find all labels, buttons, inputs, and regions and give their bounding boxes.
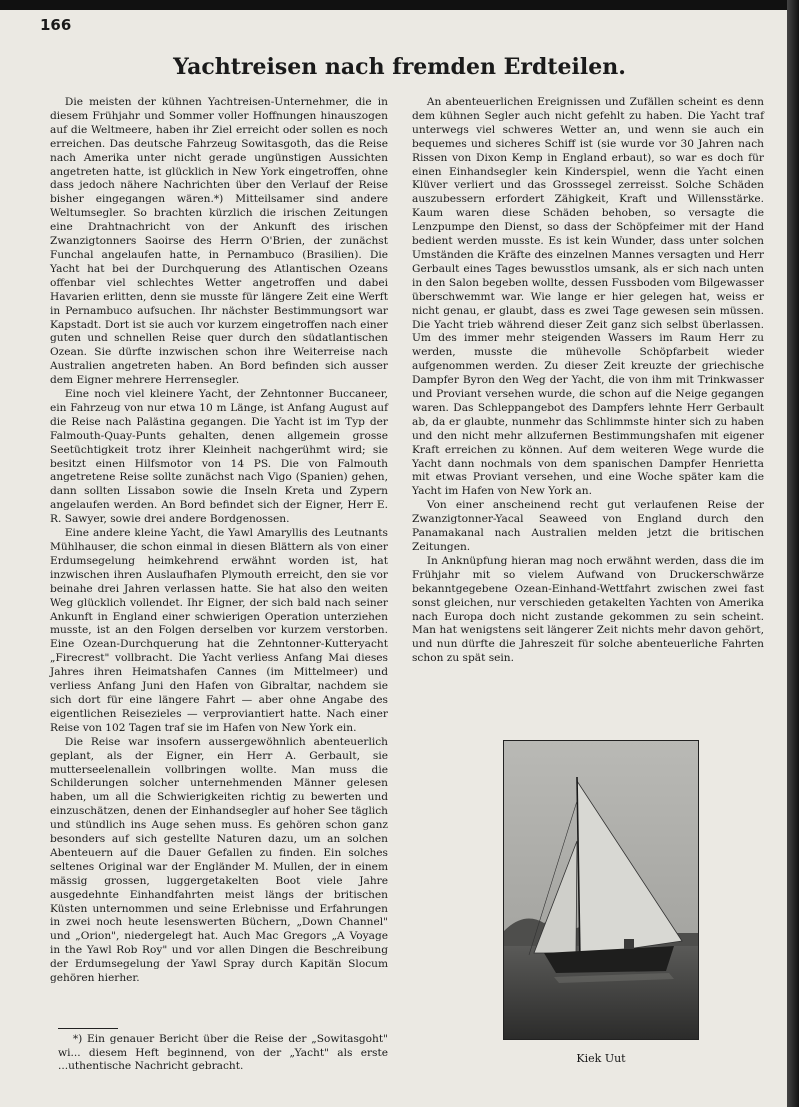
paragraph: Von einer anscheinend recht gut verlaufenen Reise der Zwanzigtonner-Yacal Seaweed von England durch den Panamakanal nach Australien melden jetzt die britischen Zeitungen. [412,499,764,553]
right-column [412,96,764,666]
left-column [50,96,388,986]
page-edge-right [787,0,799,1107]
footnote-text: *) Ein genauer Bericht über die Reise der „Sowitasgoht" wi... diesem Heft beginnend, von der „Yacht" als erste ...uthentische Nachricht gebracht. [58,1033,388,1072]
footnote-rule [58,1028,118,1029]
sailboat-illustration [504,741,698,1039]
paragraph: An abenteuerlichen Ereignissen und Zufällen scheint es denn dem kühnen Segler auch nicht gefehlt zu haben. Die Yacht traf unterwegs viel schweres Wetter an, und wenn sie auch ein bequemes und sicheres Schiff ist (sie wurde vor 30 Jahren nach Rissen von Dixon Kemp in England erbaut), so war es doch für einen Einhandsegler kein Kinderspiel, wenn die Yacht einen Klüver verliert und das Grosssegel zerreisst. Solche Schäden auszubessern erfordert Zähigkeit, Kraft und Willensstärke. Kaum waren diese Schäden behoben, so versagte die Lenzpumpe den Dienst, so dass der Schöpfeimer mit der Hand bedient werden musste. Es ist kein Wunder, dass unter solchen Umständen die Kräfte des einzelnen Mannes versagten und Herr Gerbault eines Tages bewusstlos umsank, als er sich nach unten in den Salon begeben wollte, dessen Fussboden vom Bilgewasser überschwemmt war. Wie lange er hier gelegen hat, weiss er nicht genau, er glaubt, dass es zwei Tage gewesen sein müssen. Die Yacht trieb während dieser Zeit ganz sich selbst überlassen. Um des immer mehr steigenden Wassers im Raum Herr zu werden, musste die mühevolle Schöpfarbeit wieder aufgenommen werden. Zu dieser Zeit kreuzte der griechische Dampfer Byron den Weg der Yacht, die von ihm mit Trinkwasser und Proviant versehen wurde, die schon auf die Neige gegangen waren. Das Schleppangebot des Dampfers lehnte Herr Gerbault ab, da er glaubte, nunmehr das Schlimmste hinter sich zu haben und den nicht mehr allzufernen Bestimmungshafen mit eigener Kraft erreichen zu können. Auf dem weiteren Wege wurde die Yacht dann nochmals von dem spanischen Dampfer Henrietta mit etwas Proviant versehen, und eine Woche später kam die Yacht im Hafen von New York an. [412,96,764,498]
paragraph: Eine noch viel kleinere Yacht, der Zehntonner Buccaneer, ein Fahrzeug von nur etwa 10 m Länge, ist Anfang August auf die Reise nach Palästina gegangen. Die Yacht ist im Typ der Falmouth-Quay-Punts gehalten, denen allgemein grosse Seetüchtigkeit trotz ihrer Kleinheit nachgerühmt wird; sie besitzt einen Hilfsmotor von 14 PS. Die von Falmouth angetretene Reise sollte zunächst nach Vigo (Spanien) gehen, dann sollten Lissabon sowie die Inseln Kreta und Zypern angelaufen werden. An Bord befindet sich der Eigner, Herr E. R. Sawyer, sowie drei andere Bordgenossen. [50,388,388,526]
paragraph: Die meisten der kühnen Yachtreisen-Unternehmer, die in diesem Frühjahr und Sommer voller Hoffnungen hinauszogen auf die Weltmeere, haben ihr Ziel erreicht oder sollen es noch erreichen. Das deutsche Fahrzeug Sowitasgoth, das die Reise nach Amerika unter nicht gerade ungünstigen Aussichten angetreten hatte, ist glücklich in New York eingetroffen, ohne dass jedoch nähere Nachrichten über den Verlauf der Reise bisher eingegangen wären.*) Mitteilsamer sind andere Weltumsegler. So brachten kürzlich die irischen Zeitungen eine Drahtnachricht von der Ankunft des irischen Zwanzigtonners Saoirse des Herrn O'Brien, der zunächst Funchal angelaufen hatte, in Pernambuco (Brasilien). Die Yacht hat bei der Durchquerung des Atlantischen Ozeans offenbar viel schlechtes Wetter angetroffen und dabei Havarien erlitten, denn sie musste für längere Zeit eine Werft in Pernambuco aufsuchen. Ihr nächster Bestimmungsort war Kapstadt. Dort ist sie auch vor kurzem eingetroffen nach einer guten und schnellen Reise quer durch den südatlantischen Ozean. Sie dürfte inzwischen schon ihre Weiterreise nach Australien angetreten haben. An Bord befinden sich ausser dem Eigner mehrere Herrensegler. [50,96,388,387]
page-edge-top [0,0,799,10]
paragraph: Die Reise war insofern aussergewöhnlich abenteuerlich geplant, als der Eigner, ein Herr A. Gerbault, sie mutterseelenallein vollbringen wollte. Man muss die Schilderungen solcher unternehmenden Männer gelesen haben, um all die Schwierigkeiten richtig zu bewerten und einzuschätzen, denen der Einhandsegler auf hoher See täglich und stündlich ins Auge sehen muss. Es gehören schon ganz besonders auf sich gestellte Naturen dazu, um an solchen Abenteuern auf die Dauer Gefallen zu finden. Ein solches seltenes Original war der Engländer M. Mullen, der in einem mässig grossen, luggergetakelten Boot viele Jahre ausgedehnte Einhandfahrten meist längs der britischen Küsten unternommen und seine Erlebnisse und Erfahrungen in zwei noch heute lesenswerten Büchern, „Down Channel" und „Orion", niedergelegt hat. Auch Mac Gregors „A Voyage in the Yawl Rob Roy" und vor allen Dingen die Beschreibung der Erdumsegelung der Yawl Spray durch Kapitän Slocum gehören hierher. [50,735,388,985]
photo-caption: Kiek Uut [576,1052,626,1065]
paragraph: In Anknüpfung hieran mag noch erwähnt werden, dass die im Frühjahr mit so vielem Aufwand von Druckerschwärze bekanntgegebene Ozean-Einhand-Wettfahrt zwischen zwei fast sonst gleichen, nur verschieden getakelten Yachten von Amerika nach Europa doch nicht zustande gekommen zu sein scheint. Man hat wenigstens seit längerer Zeit nichts mehr davon gehört, und nun dürfte die Jahreszeit für solche abenteuerliche Fahrten schon zu spät sein. [412,554,764,665]
paragraph: Eine andere kleine Yacht, die Yawl Amaryllis des Leutnants Mühlhauser, die schon einmal in diesen Blättern als von einer Erdumsegelung heimkehrend erwähnt worden ist, hat inzwischen ihren Auslaufhafen Plymouth erreicht, den sie vor beinahe drei Jahren verlassen hatte. Sie hat also den weiten Weg glücklich vollendet. Ihr Eigner, der sich bald nach seiner Ankunft in England einer schwierigen Operation unterziehen musste, ist an den Folgen derselben vor kurzem verstorben. Eine Ozean-Durchquerung hat die Zehntonner-Kutteryacht „Firecrest" vollbracht. Die Yacht verliess Anfang Mai dieses Jahres ihren Heimatshafen Cannes (im Mittelmeer) und verliess Anfang Juni den Hafen von Gibraltar, nachdem sie sich dort für eine längere Fahrt — aber ohne Angabe des eigentlichen Reisezieles — verproviantiert hatte. Nach einer Reise von 102 Tagen traf sie im Hafen von New York ein. [50,527,388,734]
sailboat-photo [503,740,699,1040]
page-number: 166 [40,16,72,34]
article-title: Yachtreisen nach fremden Erdteilen. [173,54,626,80]
footnote [58,1033,388,1074]
